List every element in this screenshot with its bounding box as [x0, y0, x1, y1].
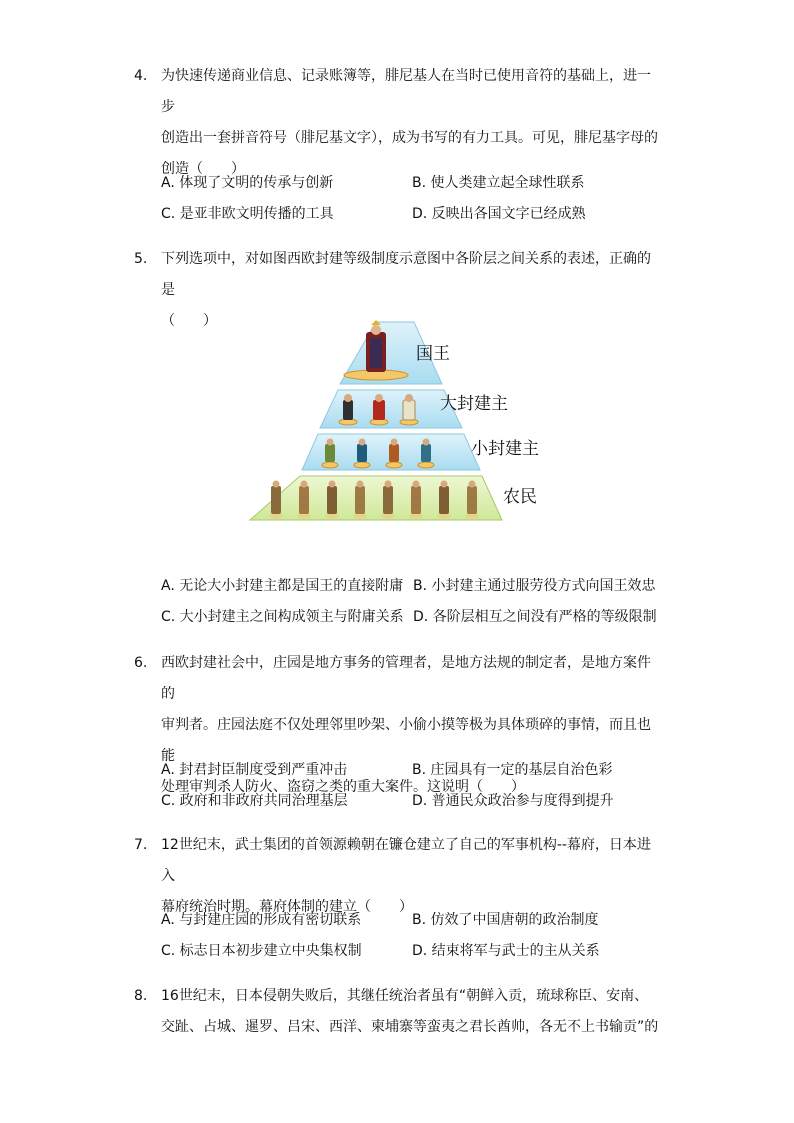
question-number: 8.: [134, 988, 148, 1004]
stem-line: 创造出一套拼音符号（腓尼基文字），成为书写的有力工具。可见，腓尼基字母的: [161, 130, 658, 146]
question-4: [134, 61, 664, 185]
option-c[interactable]: C. 标志日本初步建立中央集权制: [161, 943, 362, 959]
stem-line: 审判者。庄园法庭不仅处理邻里吵架、小偷小摸等极为具体琐碎的事情，而且也能: [161, 717, 651, 764]
option-a[interactable]: A. 无论大小封建主都是国王的直接附庸: [161, 578, 404, 594]
option-a[interactable]: A. 体现了文明的传承与创新: [161, 175, 334, 191]
question-stem: [161, 981, 664, 1043]
tier-peasants: [250, 476, 502, 520]
question-6-options: [161, 755, 681, 817]
feudal-hierarchy-pyramid: [246, 318, 546, 526]
question-5-options: [161, 571, 681, 633]
option-d[interactable]: D. 结束将军与武士的主从关系: [412, 943, 600, 959]
stem-line: 交趾、占城、暹罗、吕宋、西洋、柬埔寨等蛮夷之君长酋帅，各无不上书输贡”的: [161, 1019, 659, 1035]
stem-line: 下列选项中，对如图西欧封建等级制度示意图中各阶层之间关系的表述，正确的是: [161, 251, 651, 298]
option-a[interactable]: A. 封君封臣制度受到严重冲击: [161, 762, 348, 778]
stem-line: 创造（ ）: [161, 161, 245, 177]
stem-line: 16世纪末，日本侵朝失败后，其继任统治者虽有“朝鲜入贡，琉球称臣、安南、: [161, 988, 649, 1004]
question-8: [134, 981, 664, 1043]
question-number: 7.: [134, 837, 148, 853]
question-number: 6.: [134, 655, 148, 671]
option-d[interactable]: D. 反映出各国文字已经成熟: [412, 206, 586, 222]
label-great-lords: 大封建主: [440, 394, 508, 414]
option-d[interactable]: D. 各阶层相互之间没有严格的等级限制: [413, 609, 657, 625]
question-stem: [161, 61, 664, 185]
stem-line: 幕府统治时期。幕府体制的建立（ ）: [161, 899, 413, 915]
question-7-options: [161, 905, 681, 967]
label-king: 国王: [416, 344, 450, 364]
stem-line: 12世纪末，武士集团的首领源赖朝在镰仓建立了自己的军事机构--幕府，日本进入: [161, 837, 651, 884]
option-d[interactable]: D. 普通民众政治参与度得到提升: [412, 793, 614, 809]
label-lesser-lords: 小封建主: [471, 439, 539, 459]
option-c[interactable]: C. 大小封建主之间构成领主与附庸关系: [161, 609, 404, 625]
question-number: 5.: [134, 251, 148, 267]
question-number: 4.: [134, 68, 148, 84]
great-lord-figures: [339, 394, 418, 425]
option-c[interactable]: C. 政府和非政府共同治理基层: [161, 793, 348, 809]
stem-line: 为快速传递商业信息、记录账簿等，腓尼基人在当时已使用音符的基础上，进一步: [161, 68, 651, 115]
option-b[interactable]: B. 庄园具有一定的基层自治色彩: [412, 762, 613, 778]
stem-line: （ ）: [161, 313, 217, 329]
label-peasants: 农民: [503, 487, 537, 507]
option-b[interactable]: B. 使人类建立起全球性联系: [412, 175, 585, 191]
option-b[interactable]: B. 小封建主通过服劳役方式向国王效忠: [413, 578, 656, 594]
option-b[interactable]: B. 仿效了中国唐朝的政治制度: [412, 912, 599, 928]
stem-line: 西欧封建社会中，庄园是地方事务的管理者，是地方法规的制定者，是地方案件的: [161, 655, 651, 702]
stem-line: 处理审判杀人防火、盗窃之类的重大案件。这说明（ ）: [161, 779, 525, 795]
option-a[interactable]: A. 与封建庄园的形成有密切联系: [161, 912, 362, 928]
question-4-options: [161, 168, 681, 230]
option-c[interactable]: C. 是亚非欧文明传播的工具: [161, 206, 334, 222]
